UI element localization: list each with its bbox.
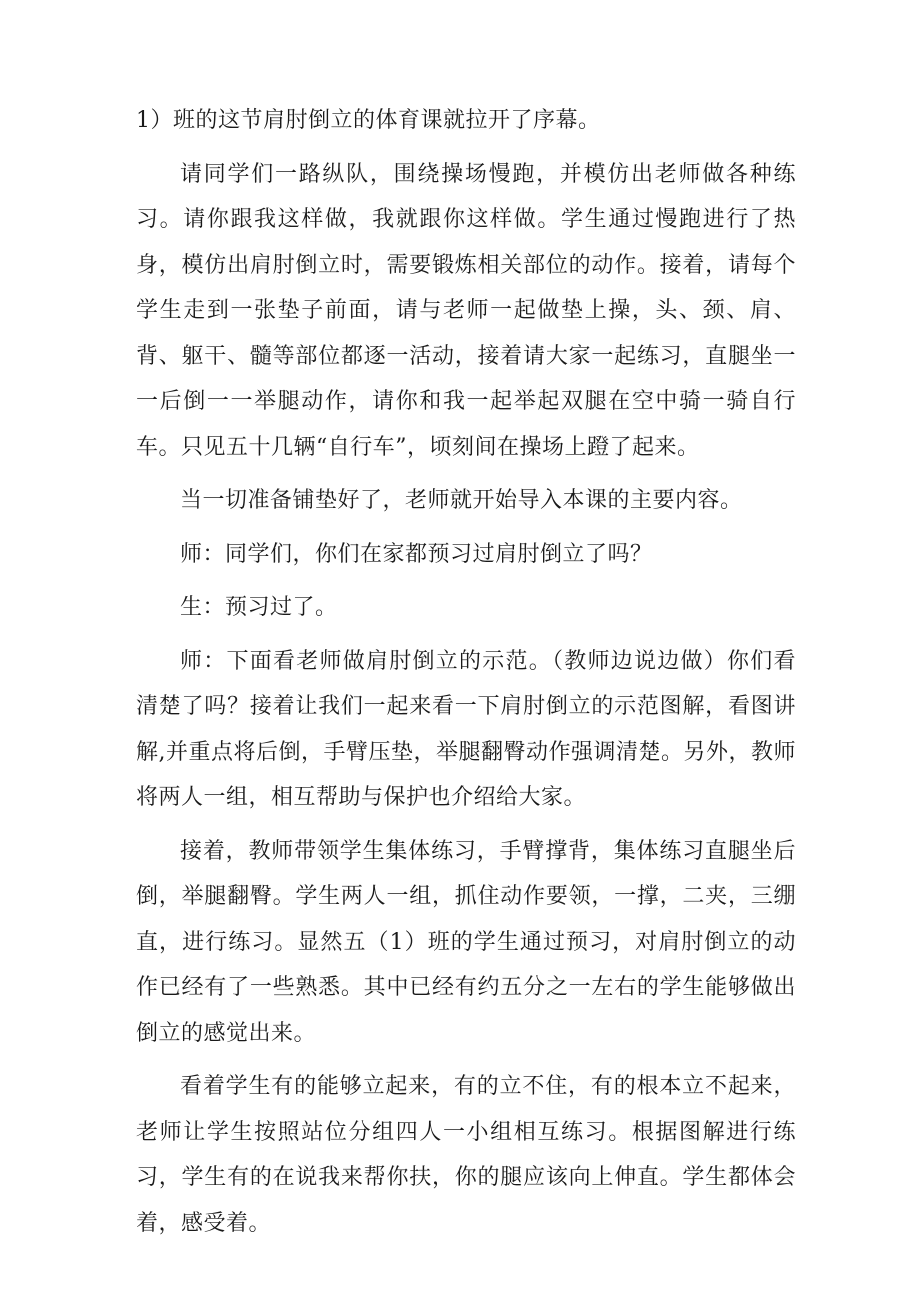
paragraph-7: 接着，教师带领学生集体练习，手臂撑背，集体练习直腿坐后倒，举腿翻臀。学生两人一组，抓住动作要领，一撑，二夹，三绷直，进行练习。显然五（1）班的学生通过预习，对肩肘倒立的动作已经有了一些熟悉。其中已经有约五分之一左右的学生能够做出倒立的感觉出来。: [136, 838, 796, 1046]
paragraph-8: 看着学生有的能够立起来，有的立不住，有的根本立不起来，老师让学生按照站位分组四人一小组相互练习。根据图解进行练习，学生有的在说我来帮你扶，你的腿应该向上伸直。学生都体会着，感受着。: [136, 1074, 796, 1236]
paragraph-3: 当一切准备铺垫好了，老师就开始导入本课的主要内容。: [180, 488, 743, 513]
paragraph-5: 生：预习过了。: [180, 595, 338, 620]
paragraph-6: 师：下面看老师做肩肘倒立的示范。（教师边说边做）你们看清楚了吗？接着让我们一起来看一下肩肘倒立的示范图解，看图讲解,并重点将后倒，手臂压垫，举腿翻臀动作强调清楚。另外，教师将两人一组，相互帮助与保护也介绍给大家。: [136, 648, 796, 810]
paragraph-2: 请同学们一路纵队，围绕操场慢跑，并模仿出老师做各种练习。请你跟我这样做，我就跟你这样做。学生通过慢跑进行了热身，模仿出肩肘倒立时，需要锻炼相关部位的动作。接着，请每个学生走到一张垫子前面，请与老师一起做垫上操，头、颈、肩、背、躯干、髓等部位都逐一活动，接着请大家一起练习，直腿坐一一后倒一一举腿动作，请你和我一起举起双腿在空中骑一骑自行车。只见五十几辆“自行车”，顷刻间在操场上蹬了起来。: [136, 161, 796, 460]
paragraph-4: 师：同学们，你们在家都预习过肩肘倒立了吗？: [180, 541, 653, 567]
document-body: [136, 98, 796, 1246]
paragraph-1: 1）班的这节肩肘倒立的体育课就拉开了序幕。: [136, 108, 601, 133]
